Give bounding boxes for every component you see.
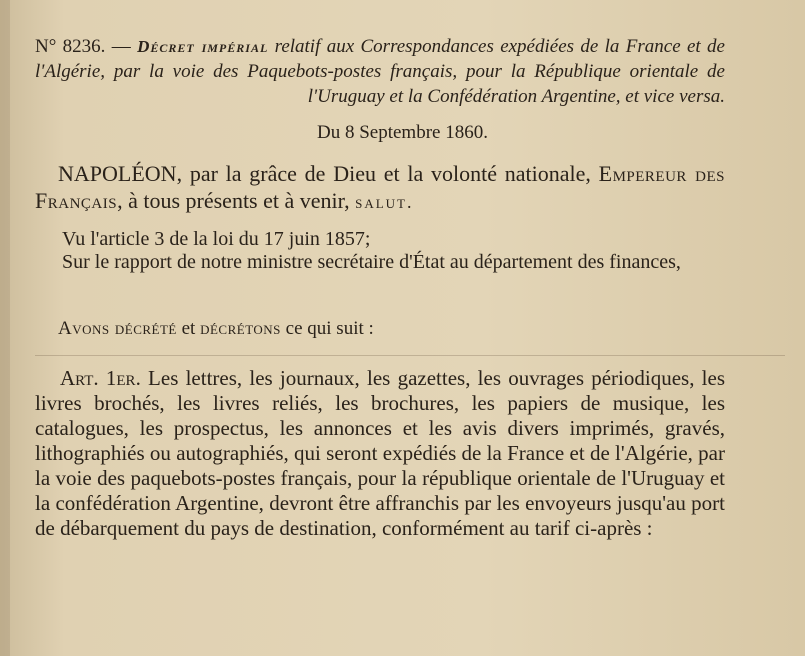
- preamble-text-1: , par la grâce de Dieu et la volonté nationale,: [176, 161, 599, 186]
- article-1-paragraph: [35, 366, 725, 541]
- emperor-name: NAPOLÉON: [58, 161, 177, 186]
- avons-decrete: Avons décrété: [58, 318, 177, 339]
- decree-date: Du 8 Septembre 1860.: [317, 122, 488, 143]
- decree-number: N° 8236. —: [35, 36, 138, 57]
- salut-word: salut.: [355, 192, 414, 212]
- avons-and: et: [176, 318, 201, 339]
- decretons: décrétons: [200, 318, 281, 339]
- preamble-paragraph: [35, 160, 725, 216]
- page-edge-shadow: [0, 0, 10, 656]
- decree-header: [35, 34, 725, 109]
- avons-rest: ce qui suit :: [280, 318, 374, 339]
- preamble-text-2: , à tous présents et à venir,: [117, 188, 356, 213]
- decree-subject: relatif aux Correspondances expédiées de la France et de l'Algérie, par la voie des Paquebots-postes français, pour la République orientale de l'Uruguay et la Confédération Argentine, et vice versa.: [35, 36, 725, 107]
- avons-paragraph: [35, 316, 725, 341]
- article-1-label: Art. 1er.: [60, 366, 141, 390]
- emperor-title: Empereur des Français: [35, 161, 726, 213]
- decree-title: Décret impérial: [137, 37, 269, 56]
- article-1-text: Les lettres, les journaux, les gazettes, les ouvrages périodiques, les livres brochés, les livres reliés, les brochures, les papiers de musique, les catalogues, les prospectus, les annonces et les avis divers imprimés, gravés, lithographiés ou autographiés, qui seront expédiés de la France et de l'Algérie, par la voie des paquebots-postes français, pour la république orientale de l'Uruguay et la confédération Argentine, devront être affranchis par les envoyeurs jusqu'au port de débarquement du pays de destination, conformément au tarif ci-après :: [35, 366, 725, 540]
- vu-paragraph: Vu l'article 3 de la loi du 17 juin 1857;: [62, 228, 371, 250]
- rapport-paragraph: Sur le rapport de notre ministre secrétaire d'État au département des finances,: [62, 251, 681, 273]
- section-divider: [35, 355, 785, 356]
